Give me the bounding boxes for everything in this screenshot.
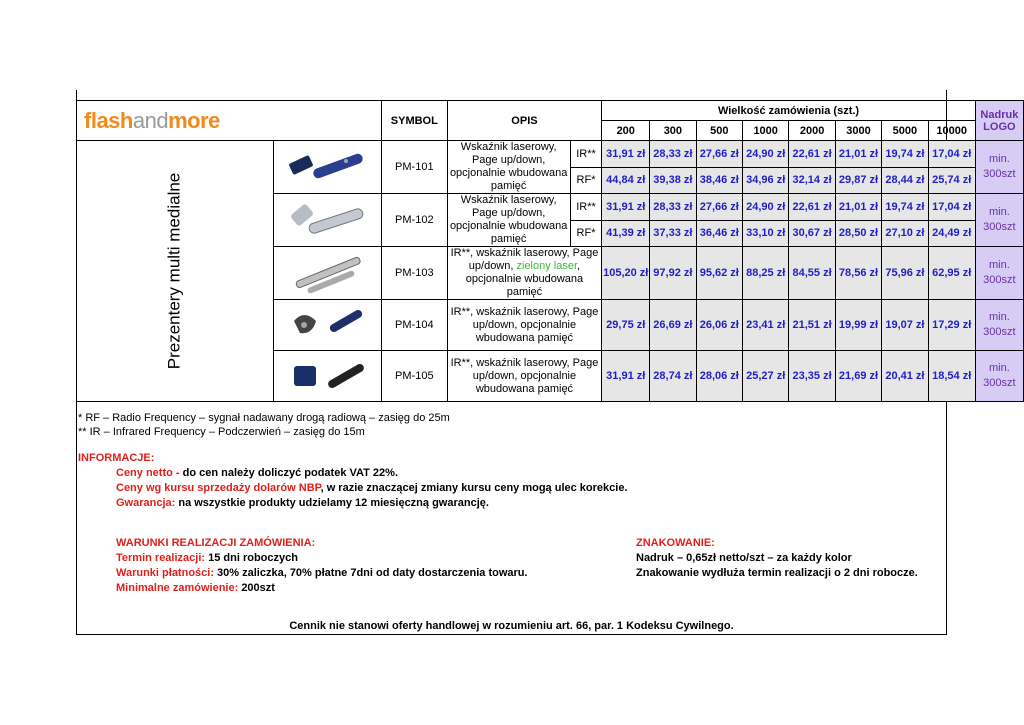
product-description: Wskaźnik laserowy, Page up/down, opcjonalnie wbudowana pamięć [447,141,570,194]
product-description: Wskaźnik laserowy, Page up/down, opcjonalnie wbudowana pamięć [447,194,570,247]
logo-cell [76,101,382,141]
product-image [273,194,382,247]
info-line: Ceny netto - do cen należy doliczyć podatek VAT 22%. [116,467,399,479]
qty-header: 5000 [882,121,928,141]
connection-type: RF* [570,220,602,247]
product-symbol: PM-104 [382,300,448,351]
symbol-header: SYMBOL [382,101,448,141]
product-image [273,141,382,194]
side-label: Prezentery multi medialne [164,172,184,370]
order-condition-line: Termin realizacji: 15 dni roboczych [116,552,298,564]
price-cell: 17,04 zł [928,141,975,168]
price-cell: 28,06 zł [696,351,742,402]
price-cell: 21,51 zł [789,300,835,351]
order-conditions [116,536,528,596]
price-cell: 27,66 zł [696,194,742,221]
nadruk-min: min. 300szt [975,247,1023,300]
price-cell: 25,74 zł [928,167,975,194]
price-cell: 97,92 zł [650,247,696,300]
price-cell: 23,41 zł [742,300,788,351]
price-cell: 21,69 zł [835,351,881,402]
product-symbol: PM-105 [382,351,448,402]
price-cell: 20,41 zł [882,351,928,402]
price-table [76,100,1024,402]
price-cell: 19,74 zł [882,141,928,168]
marking-line: Nadruk – 0,65zł netto/szt – za każdy kolor [636,552,852,564]
price-cell: 26,69 zł [650,300,696,351]
price-cell: 36,46 zł [696,220,742,247]
order-condition-line: Minimalne zamówienie: 200szt [116,582,275,594]
price-cell: 44,84 zł [602,167,650,194]
price-cell: 19,74 zł [882,194,928,221]
price-cell: 88,25 zł [742,247,788,300]
price-cell: 29,87 zł [835,167,881,194]
nadruk-header: Nadruk LOGO [975,101,1023,141]
product-description: IR**, wskaźnik laserowy, Page up/down, opcjonalnie wbudowana pamięć [447,300,602,351]
order-condition-line: Warunki płatności: 30% zaliczka, 70% płatne 7dni od daty dostarczenia towaru. [116,567,528,579]
qty-header: 10000 [928,121,975,141]
price-cell: 105,20 zł [602,247,650,300]
price-cell: 31,91 zł [602,194,650,221]
price-cell: 32,14 zł [789,167,835,194]
product-description: IR**, wskaźnik laserowy, Page up/down, opcjonalnie wbudowana pamięć [447,351,602,402]
price-cell: 38,46 zł [696,167,742,194]
order-size-header: Wielkość zamówienia (szt.) [602,101,975,121]
qty-header: 200 [602,121,650,141]
qty-header: 500 [696,121,742,141]
price-cell: 30,67 zł [789,220,835,247]
product-symbol: PM-101 [382,141,448,194]
price-cell: 19,07 zł [882,300,928,351]
nadruk-min: min. 300szt [975,351,1023,402]
price-cell: 28,33 zł [650,194,696,221]
price-cell: 62,95 zł [928,247,975,300]
price-cell: 24,90 zł [742,141,788,168]
price-cell: 37,33 zł [650,220,696,247]
qty-header: 3000 [835,121,881,141]
price-cell: 27,66 zł [696,141,742,168]
marking-title: ZNAKOWANIE: [636,537,715,549]
price-cell: 24,49 zł [928,220,975,247]
footnote-rf: * RF – Radio Frequency – sygnał nadawany drogą radiową – zasięg do 25m [78,412,450,424]
price-cell: 27,10 zł [882,220,928,247]
price-cell: 19,99 zł [835,300,881,351]
product-image [273,247,382,300]
info-line: Ceny wg kursu sprzedaży dolarów NBP, w razie znaczącej zmiany kursu ceny mogą ulec korekcie. [116,482,628,494]
price-cell: 75,96 zł [882,247,928,300]
price-cell: 17,04 zł [928,194,975,221]
connection-type: IR** [570,141,602,168]
price-cell: 28,50 zł [835,220,881,247]
product-symbol: PM-103 [382,247,448,300]
qty-header: 1000 [742,121,788,141]
price-cell: 29,75 zł [602,300,650,351]
price-cell: 18,54 zł [928,351,975,402]
legal-footer: Cennik nie stanowi oferty handlowej w rozumieniu art. 66, par. 1 Kodeksu Cywilnego. [289,620,734,632]
price-cell: 28,44 zł [882,167,928,194]
price-cell: 28,33 zł [650,141,696,168]
price-cell: 39,38 zł [650,167,696,194]
price-cell: 84,55 zł [789,247,835,300]
info-section [78,451,628,511]
footnote-ir: ** IR – Infrared Frequency – Podczerwień – zasięg do 15m [78,426,365,438]
price-cell: 21,01 zł [835,141,881,168]
nadruk-min: min. 300szt [975,194,1023,247]
product-description: IR**, wskaźnik laserowy, Page up/down, zielony laser, opcjonalnie wbudowana pamięć [447,247,602,300]
product-image [273,351,382,402]
marking-line: Znakowanie wydłuża termin realizacji o 2 dni robocze. [636,567,918,579]
qty-header: 300 [650,121,696,141]
price-cell: 28,74 zł [650,351,696,402]
order-conditions-title: WARUNKI REALIZACJI ZAMÓWIENIA: [116,537,316,549]
price-cell: 31,91 zł [602,141,650,168]
price-cell: 25,27 zł [742,351,788,402]
opis-header: OPIS [447,101,602,141]
price-cell: 22,61 zł [789,141,835,168]
product-symbol: PM-102 [382,194,448,247]
info-title: INFORMACJE: [78,452,155,464]
company-logo: flashandmore [84,107,220,133]
product-image [273,300,382,351]
connection-type: RF* [570,167,602,194]
price-cell: 78,56 zł [835,247,881,300]
price-cell: 23,35 zł [789,351,835,402]
price-cell: 33,10 zł [742,220,788,247]
price-cell: 26,06 zł [696,300,742,351]
footnotes [78,411,450,439]
qty-header: 2000 [789,121,835,141]
price-cell: 22,61 zł [789,194,835,221]
price-cell: 34,96 zł [742,167,788,194]
info-line: Gwarancja: na wszystkie produkty udzielamy 12 miesięczną gwarancję. [116,497,489,509]
nadruk-min: min. 300szt [975,300,1023,351]
nadruk-min: min. 300szt [975,141,1023,194]
price-cell: 24,90 zł [742,194,788,221]
price-cell: 21,01 zł [835,194,881,221]
side-label-cell [76,141,273,402]
price-cell: 17,29 zł [928,300,975,351]
marking-section [636,536,918,581]
price-cell: 95,62 zł [696,247,742,300]
connection-type: IR** [570,194,602,221]
price-cell: 31,91 zł [602,351,650,402]
price-cell: 41,39 zł [602,220,650,247]
